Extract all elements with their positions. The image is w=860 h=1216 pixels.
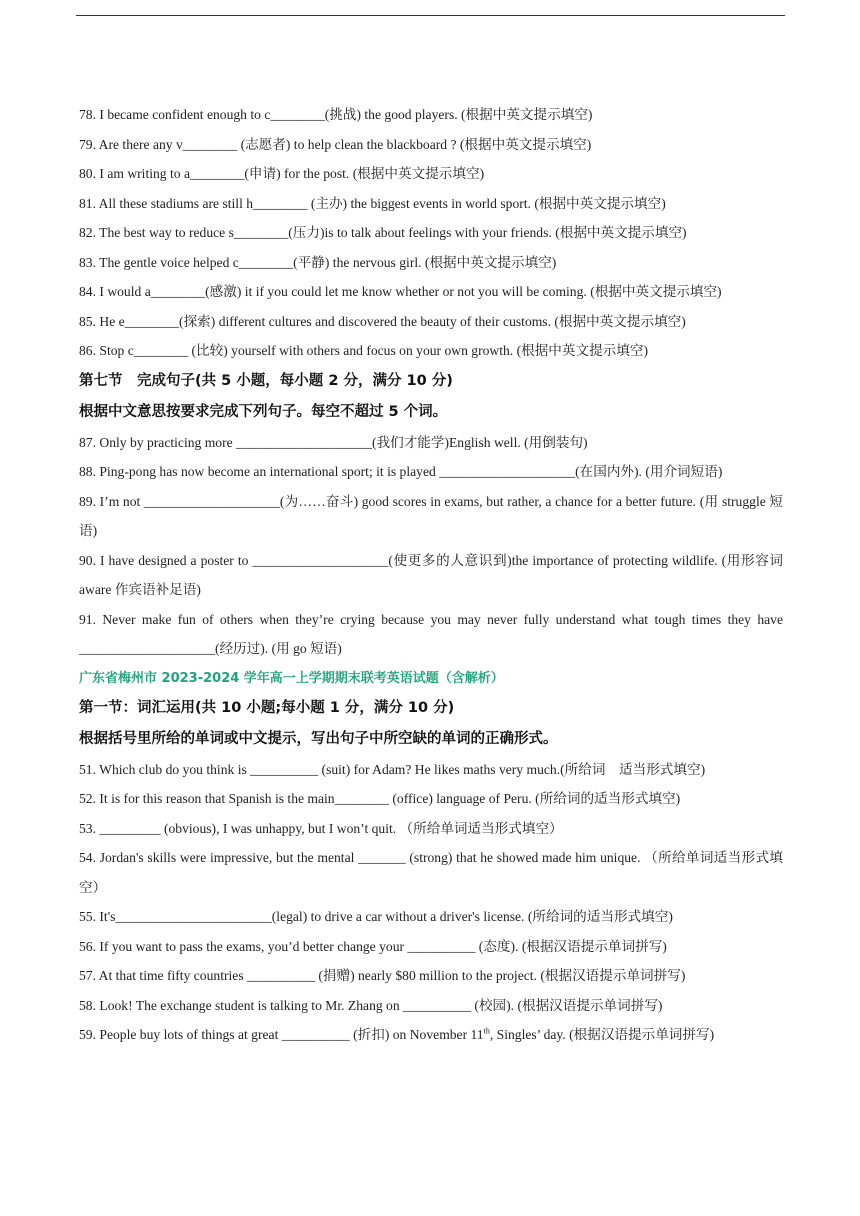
page-content [79,100,783,1050]
question-82: 82. The best way to reduce s________(压力)is to talk about feelings with your friends. (根据中英文提示填空) [79,225,687,240]
question-55: 55. It's_______________________(legal) to drive a car without a driver's license. (所给词的适当形式填空) [79,909,673,924]
question-83: 83. The gentle voice helped c________(平静) the nervous girl. (根据中英文提示填空) [79,254,557,270]
question-51: 51. Which club do you think is __________ (suit) for Adam? He likes maths very much.(所给词 适当形式填空) [79,761,706,777]
question-79: 79. Are there any v________ (志愿者) to help clean the blackboard ? (根据中英文提示填空) [79,136,592,152]
question-52: 52. It is for this reason that Spanish is the main________ (office) language of Peru. (所给词的适当形式填空) [79,791,681,806]
exam-title: 广东省梅州市 2023-2024 学年高一上学期期末联考英语试题（含解析） [79,670,504,686]
question-91: 91. Never make fun of others when they’re crying because you may never fully understand what tough times they have ____________________(经历过). (用 go 短语) [79,611,783,656]
section-1-title: 第一节：词汇运用(共 10 小题;每小题 1 分，满分 10 分) [79,699,455,716]
question-81: 81. All these stadiums are still h________ (主办) the biggest events in world sport. (根据中英文提示填空) [79,195,666,211]
question-59-superscript: th [483,1026,490,1036]
question-87: 87. Only by practicing more ____________________(我们才能学)English well. (用倒装句) [79,434,588,450]
question-54: 54. Jordan's skills were impressive, but the mental _______ (strong) that he showed made him unique. （所给单词适当形式填空） [79,850,783,895]
question-56: 56. If you want to pass the exams, you’d better change your __________ (态度). (根据汉语提示单词拼写) [79,938,667,954]
question-85: 85. He e________(探索) different cultures and discovered the beauty of their customs. (根据中英文提示填空) [79,313,686,329]
header-rule [76,15,785,16]
question-86: 86. Stop c________ (比较) yourself with others and focus on your own growth. (根据中英文提示填空) [79,343,648,358]
question-80: 80. I am writing to a________(申请) for the post. (根据中英文提示填空) [79,166,485,181]
section-7-title: 第七节 完成句子(共 5 小题，每小题 2 分，满分 10 分) [79,372,453,389]
question-58: 58. Look! The exchange student is talking to Mr. Zhang on __________ (校园). (根据汉语提示单词拼写) [79,997,663,1013]
question-59 [79,1020,783,1050]
question-88: 88. Ping-pong has now become an international sport; it is played ____________________(在国内外). (用介词短语) [79,464,723,479]
question-78: 78. I became confident enough to c________(挑战) the good players. (根据中英文提示填空) [79,107,593,122]
question-57: 57. At that time fifty countries __________ (捐赠) nearly $80 million to the project. (根据汉语提示单词拼写) [79,968,686,983]
question-90: 90. I have designed a poster to ____________________(使更多的人意识到)the importance of protecting wildlife. (用形容词 aware 作宾语补足语) [79,552,783,597]
section-1-instruction: 根据括号里所给的单词或中文提示，写出句子中所空缺的单词的正确形式。 [79,730,558,747]
question-89: 89. I’m not ____________________(为……奋斗) good scores in exams, but rather, a chance for a better future. (用 struggle 短语) [79,493,783,538]
question-59-text-after: , Singles’ day. (根据汉语提示单词拼写) [489,1027,715,1042]
section-7-instruction: 根据中文意思按要求完成下列句子。每空不超过 5 个词。 [79,403,448,420]
question-59-text-before: 59. People buy lots of things at great __________ (折扣) on November 11 [79,1027,484,1042]
question-53: 53. _________ (obvious), I was unhappy, but I won’t quit. （所给单词适当形式填空） [79,820,563,836]
question-84: 84. I would a________(感激) it if you could let me know whether or not you will be coming. (根据中英文提示填空) [79,284,722,299]
